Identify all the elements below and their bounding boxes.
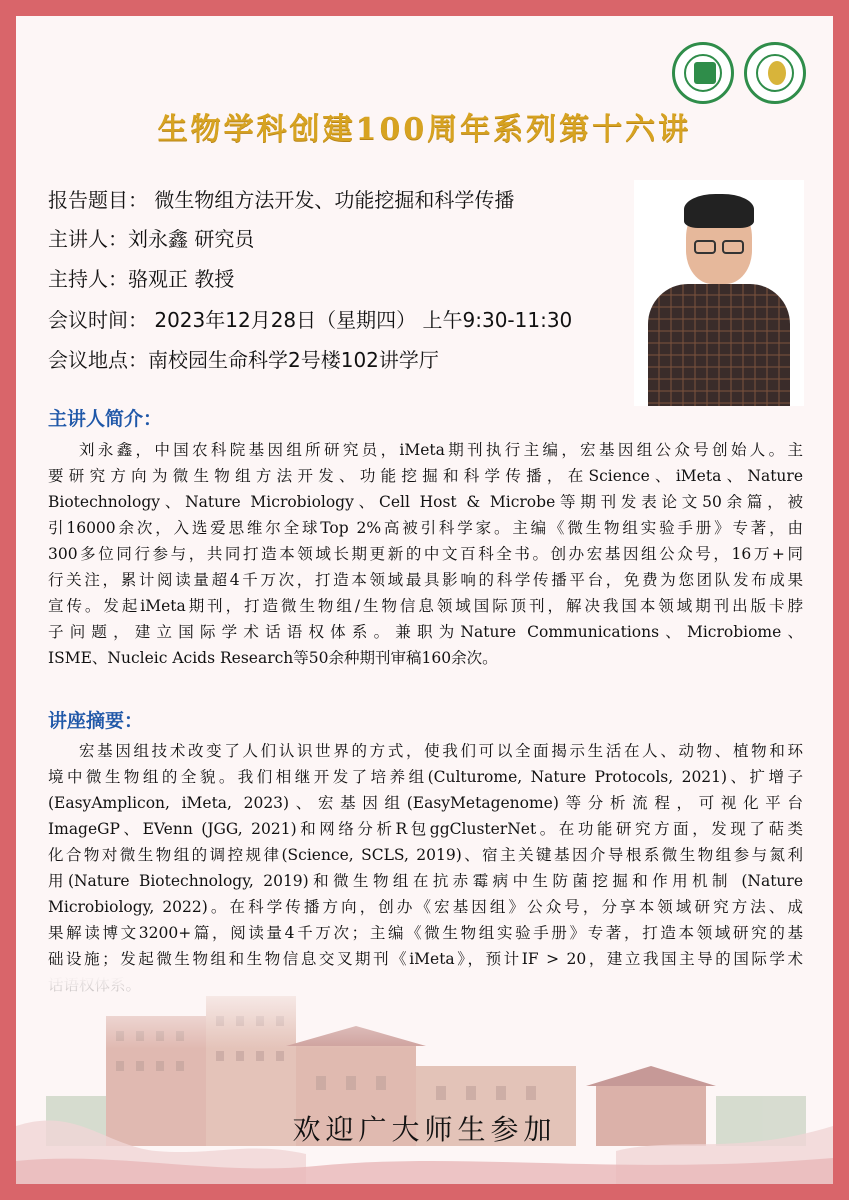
abstract-line: Microbiology, 2022)。在科学传播方向，创办《宏基因组》公众号，分享本领域研究方法、成 [48,898,803,916]
speaker: 主讲人：刘永鑫 研究员 [48,227,255,251]
abstract-line: 础设施；发起微生物组和生物信息交叉期刊《iMeta》，预计IF > 20，建立我国主导的国际学术 [48,950,803,968]
abstract-line: 境中微生物组的全貌。我们相继开发了培养组(Culturome, Nature Protocols, 2021)、扩增子 [48,768,803,786]
poster [16,16,833,1184]
meeting-time: 会议时间： 2023年12月28日（星期四） 上午9:30-11:30 [48,308,573,332]
welcome-text: 欢迎广大师生参加 [292,1113,557,1146]
bio-line: 宣传。发起iMeta期刊，打造微生物组/生物信息领域国际顶刊，解决我国本领域期刊出版卡脖 [48,597,803,615]
bio-line: 行关注，累计阅读量超4千万次，打造本领域最具影响的科学传播平台，免费为您团队发布成果 [48,571,803,589]
abstract-line: 宏基因组技术改变了人们认识世界的方式，使我们可以全面揭示生活在人、动物、植物和环 [79,742,803,760]
abstract-text [48,738,803,998]
bio-line: ISME、Nucleic Acids Research等50余种期刊审稿160余次。 [48,649,498,667]
bio-line: 300多位同行参与，共同打造本领域长期更新的中文百科全书。创办宏基因组公众号，16万+同 [48,545,803,563]
university-logo [672,42,734,104]
abstract-line: (EasyAmplicon, iMeta, 2023)、宏基因组(EasyMetagenome)等分析流程，可视化平台 [48,794,803,812]
bio-line: Biotechnology、Nature Microbiology、Cell Host & Microbe等期刊发表论文50余篇，被 [48,493,803,511]
speaker-photo [634,180,804,406]
abstract-heading: 讲座摘要： [48,710,144,732]
campus-buildings-illustration [16,976,833,1184]
meeting-place: 会议地点：南校园生命科学2号楼102讲学厅 [48,348,439,372]
society-logo [744,42,806,104]
bio-text [48,437,803,671]
bio-heading: 主讲人简介： [48,408,163,430]
abstract-line: 用(Nature Biotechnology, 2019)和微生物组在抗赤霉病中生防菌挖掘和作用机制 (Nature [48,872,803,890]
report-topic: 报告题目： 微生物组方法开发、功能挖掘和科学传播 [48,188,515,212]
bio-line: 刘永鑫，中国农科院基因组所研究员，iMeta期刊执行主编，宏基因组公众号创始人。主 [79,441,803,459]
bio-line: 要研究方向为微生物组方法开发、功能挖掘和科学传播，在Science、iMeta、Nature [48,467,803,485]
abstract-line: ImageGP、EVenn (JGG, 2021)和网络分析R包ggClusterNet。在功能研究方面，发现了萜类 [48,820,803,838]
abstract-line: 化合物对微生物组的调控规律(Science, SCLS, 2019)、宿主关键基因介导根系微生物组参与氮利 [48,846,803,864]
bio-line: 子问题，建立国际学术话语权体系。兼职为Nature Communications、Microbiome、 [48,623,803,641]
poster-title: 生物学科创建100周年系列第十六讲 [157,112,692,147]
bio-line: 引16000余次，入选爱思维尔全球Top 2%高被引科学家。主编《微生物组实验手册》专著，由 [48,519,803,537]
host: 主持人：骆观正 教授 [48,267,235,291]
abstract-line: 果解读博文3200+篇，阅读量4千万次；主编《微生物组实验手册》专著，打造本领域研究的基 [48,924,803,942]
